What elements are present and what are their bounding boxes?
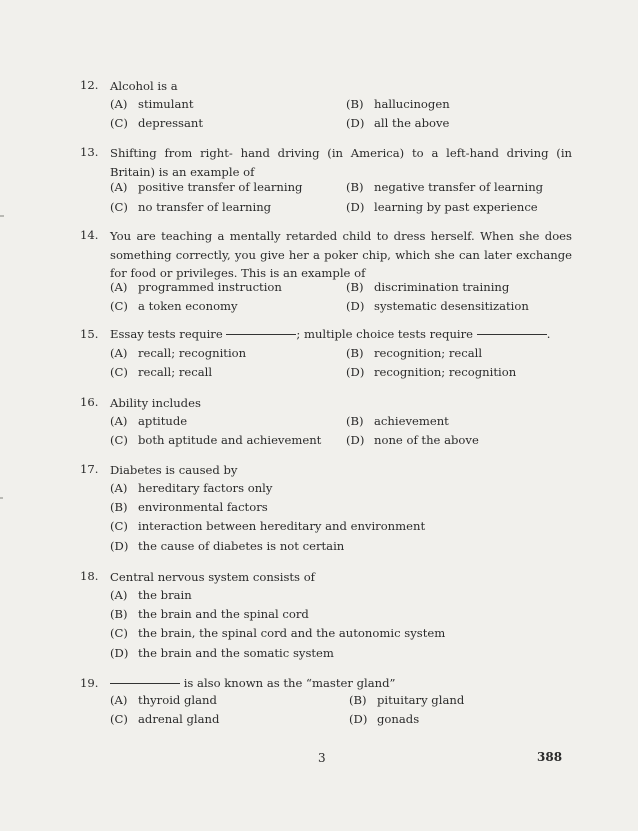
option-d: (D) none of the above [346, 433, 479, 447]
paper-code: 388 [537, 750, 563, 764]
option-a: (A) hereditary factors only [110, 481, 273, 495]
option-a: (A) programmed instruction [110, 280, 282, 294]
option-a: (A) aptitude [110, 414, 188, 428]
question-stem: Essay tests require ; multiple choice tests require . [110, 327, 551, 341]
option-a: (A) thyroid gland [110, 693, 217, 707]
option-a: (A) the brain [110, 588, 192, 602]
option-b: (B) the brain and the spinal cord [110, 607, 309, 621]
question-number: 19. [80, 676, 99, 690]
question-number: 16. [80, 395, 99, 409]
question-stem: Alcohol is a [110, 79, 178, 93]
question-number: 15. [80, 327, 99, 341]
option-c: (C) recall; recall [110, 365, 213, 379]
option-d: (D) recognition; recognition [346, 365, 517, 379]
option-b: (B) environmental factors [110, 500, 268, 514]
option-c: (C) no transfer of learning [110, 200, 272, 214]
question-stem: Central nervous system consists of [110, 570, 315, 584]
question-number: 14. [80, 228, 99, 242]
question-number: 12. [80, 78, 99, 92]
option-d: (D) learning by past experience [346, 200, 538, 214]
option-d: (D) all the above [346, 116, 450, 130]
scan-mark [0, 497, 3, 499]
question-stem: You are teaching a mentally retarded child to dress herself. When she does something correctly, you give her a poker chip, which she can later exchange for food or privileges. This is an example of [110, 229, 572, 280]
option-a: (A) recall; recognition [110, 346, 247, 360]
option-c: (C) both aptitude and achievement [110, 433, 322, 447]
option-b: (B) pituitary gland [349, 693, 465, 707]
question-stem: Diabetes is caused by [110, 463, 238, 477]
option-b: (B) hallucinogen [346, 97, 450, 111]
question-number: 17. [80, 462, 99, 476]
question-stem: Shifting from right- hand driving (in America) to a left-hand driving (in Britain) is an example of [110, 146, 572, 179]
question-stem: Ability includes [110, 396, 201, 410]
option-d: (D) systematic desensitization [346, 299, 529, 313]
question-number: 18. [80, 569, 99, 583]
option-a: (A) stimulant [110, 97, 194, 111]
question-stem: is also known as the “master gland” [110, 678, 395, 690]
option-d: (D) the cause of diabetes is not certain [110, 539, 345, 553]
option-c: (C) the brain, the spinal cord and the autonomic system [110, 626, 446, 640]
option-a: (A) positive transfer of learning [110, 180, 303, 194]
option-c: (C) a token economy [110, 299, 238, 313]
option-c: (C) depressant [110, 116, 204, 130]
option-c: (C) adrenal gland [110, 712, 220, 726]
answer-blank [110, 683, 180, 684]
option-b: (B) negative transfer of learning [346, 180, 544, 194]
option-b: (B) discrimination training [346, 280, 510, 294]
answer-blank [477, 334, 547, 335]
scan-mark [0, 215, 4, 217]
answer-blank [226, 334, 296, 335]
option-d: (D) gonads [349, 712, 420, 726]
page-number: 3 [318, 751, 326, 765]
question-number: 13. [80, 145, 99, 159]
option-c: (C) interaction between hereditary and environment [110, 519, 426, 533]
option-d: (D) the brain and the somatic system [110, 646, 334, 660]
option-b: (B) achievement [346, 414, 449, 428]
option-b: (B) recognition; recall [346, 346, 483, 360]
